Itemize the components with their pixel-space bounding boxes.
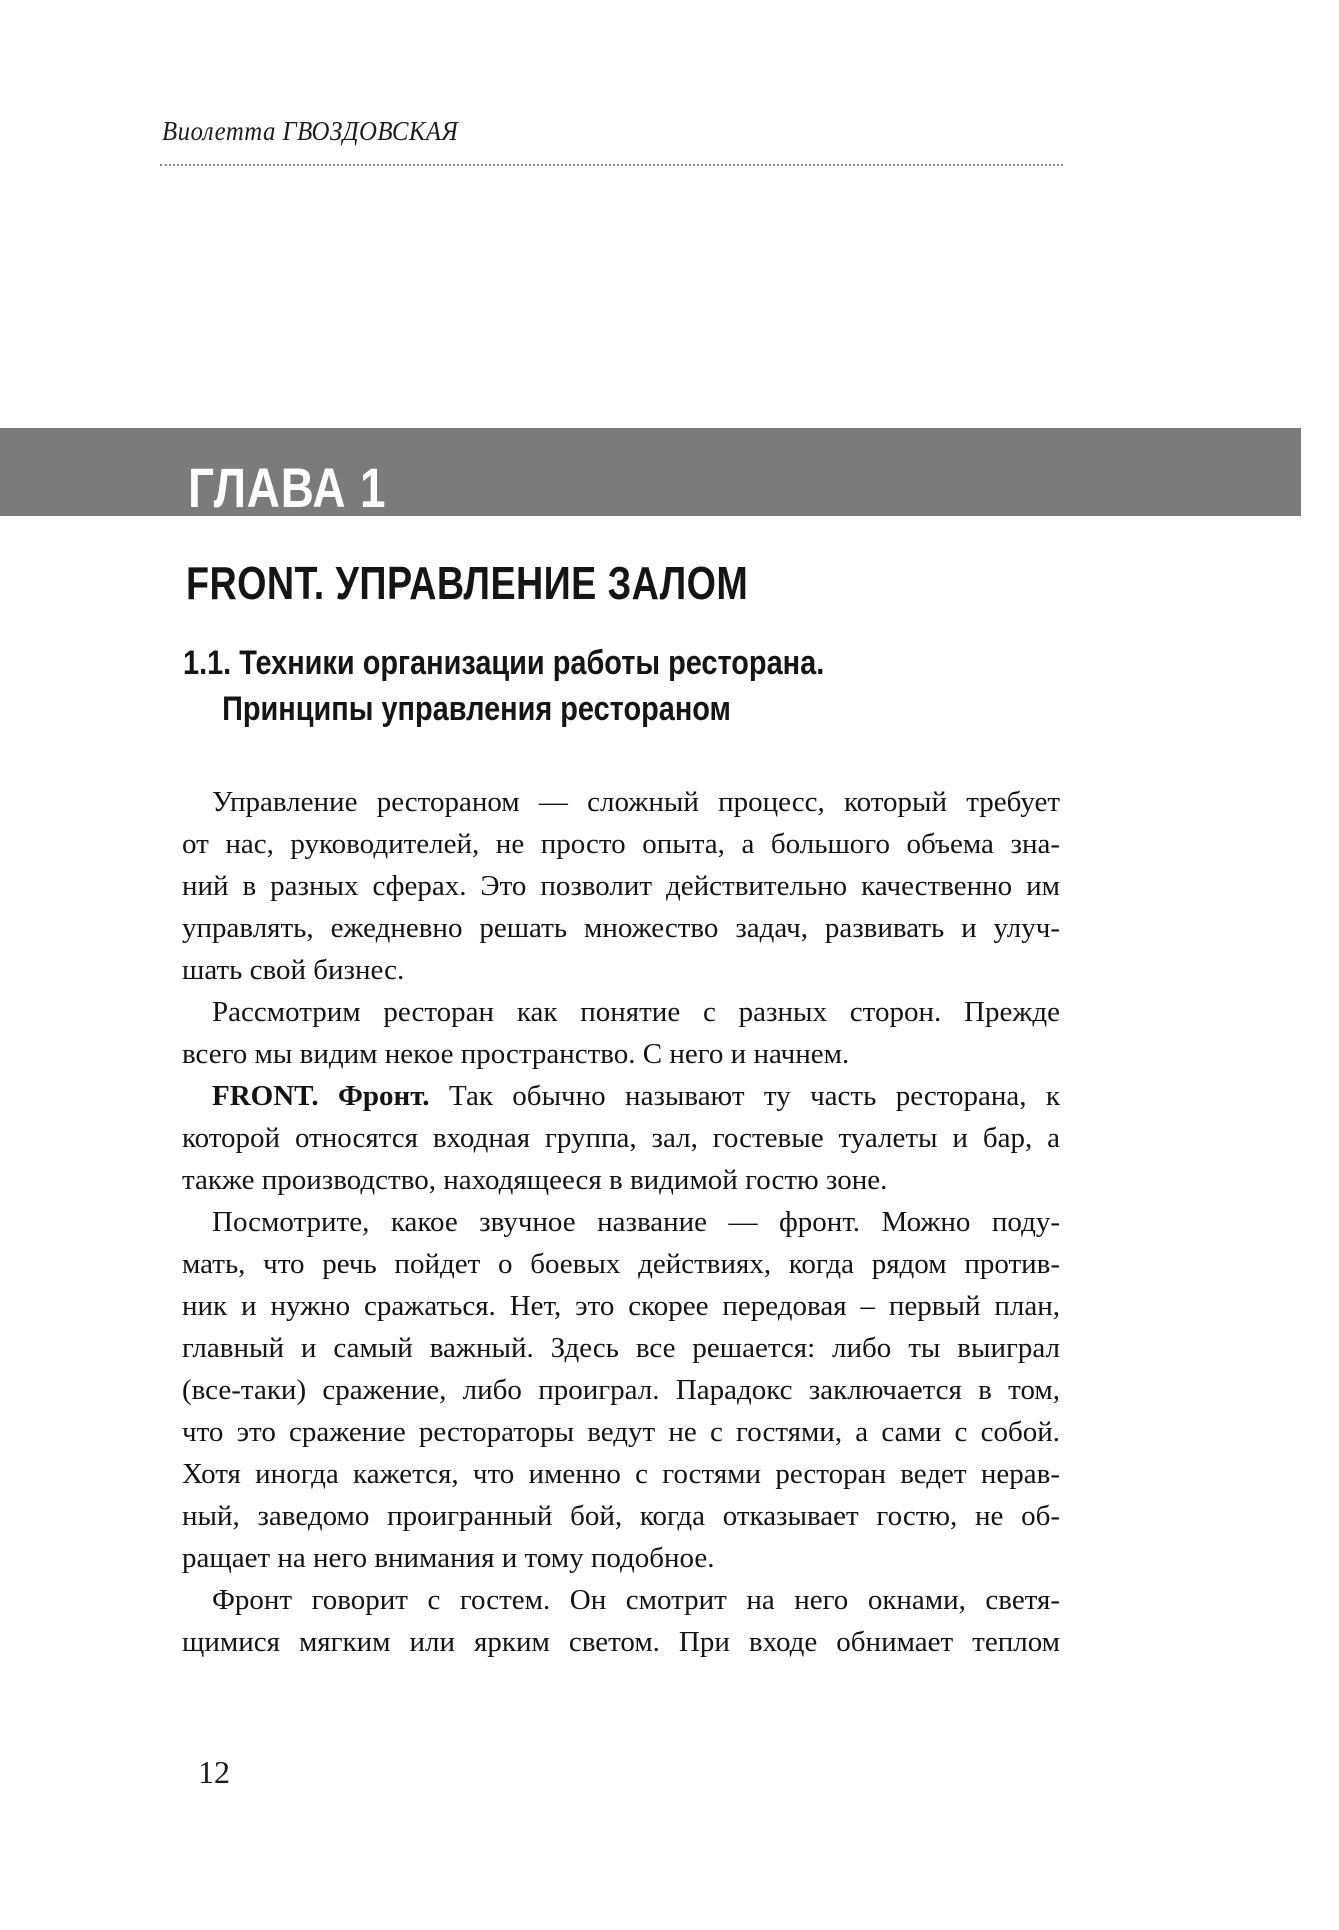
page-number: 12 [198,1754,230,1790]
text-line: Рассмотрим ресторан как понятие с разных сторон. Прежде [212,996,1060,1028]
text-line: главный и самый важный. Здесь все решается: либо ты выиграл [182,1332,1060,1364]
section-heading [183,640,824,732]
bold-run: FRONT. Фронт. [212,1080,430,1112]
text-line: также производство, находящееся в видимой гостю зоне. [182,1164,888,1196]
paragraph [182,1579,1060,1663]
text-line: ник и нужно сражаться. Нет, это скорее передовая – первый план, [182,1290,1060,1322]
text-line: ний в разных сферах. Это позволит действительно качественно им [182,870,1060,902]
text-line: мать, что речь пойдет о боевых действиях, когда рядом против- [182,1248,1060,1280]
chapter-banner [0,428,1301,519]
text-line: Хотя иногда кажется, что именно с гостями ресторан ведет нерав- [182,1458,1060,1490]
section-heading-line1: 1.1. Техники организации работы ресторана. [183,644,825,682]
text-line: Фронт говорит с гостем. Он смотрит на него окнами, светя- [212,1584,1060,1616]
running-header: Виолетта ГВОЗДОВСКАЯ [162,116,459,146]
text-line: FRONT. Фронт. Так обычно называют ту часть ресторана, к [212,1080,1060,1112]
header-dotted-rule [160,146,1063,166]
text-line: управлять, ежедневно решать множество задач, развивать и улуч- [182,912,1060,944]
text-line: шать свой бизнес. [182,954,405,986]
paragraph [182,991,1060,1075]
text-line: которой относятся входная группа, зал, гостевые туалеты и бар, а [182,1122,1060,1154]
paragraph [182,1075,1060,1201]
text-line: ращает на него внимания и тому подобное. [182,1542,715,1574]
chapter-title: FRONT. УПРАВЛЕНИЕ ЗАЛОМ [186,557,749,609]
text-line: Посмотрите, какое звучное название — фронт. Можно поду- [212,1206,1060,1238]
section-heading-line2: Принципы управления рестораном [222,690,731,728]
chapter-number-label: ГЛАВА 1 [188,456,387,519]
text-line: от нас, руководителей, не просто опыта, а большого объема зна- [182,828,1060,860]
text-line: Управление рестораном — сложный процесс, который требует [212,786,1060,818]
body-text [182,781,1060,1663]
text-line: что это сражение рестораторы ведут не с гостями, а сами с собой. [182,1416,1060,1448]
text-line: всего мы видим некое пространство. С него и начнем. [182,1038,850,1070]
text-line: щимися мягким или ярким светом. При входе обнимает теплом [182,1626,1060,1658]
paragraph [182,781,1060,991]
text-line: (все-таки) сражение, либо проиграл. Парадокс заключается в том, [182,1374,1060,1406]
paragraph [182,1201,1060,1579]
text-line: ный, заведомо проигранный бой, когда отказывает гостю, не об- [182,1500,1060,1532]
